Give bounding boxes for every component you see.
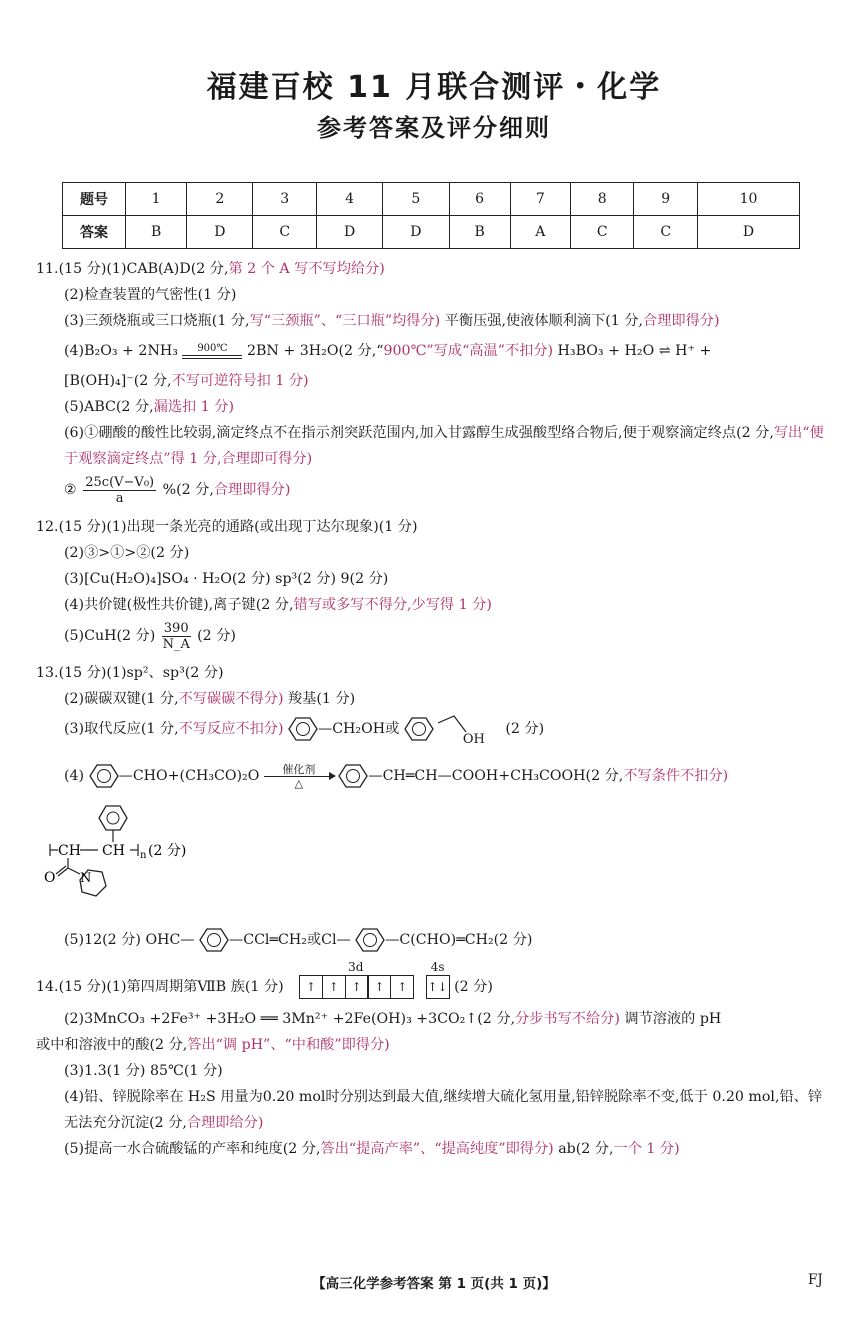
orbital-box: ↑ (345, 975, 369, 999)
benzene-ring-icon (404, 716, 434, 742)
text-line: (2)3MnCO₃ +2Fe³⁺ +3H₂O ══ 3Mn²⁺ +2Fe(OH)₃ +3CO₂↑(2 分,分步书写不给分) 调节溶液的 pH (64, 1011, 722, 1027)
orbital-box: ↑ (367, 975, 391, 999)
orbital-diagram-4s: 4s ↑↓ (427, 968, 450, 1006)
table-cell: C (634, 216, 697, 249)
table-row (63, 183, 800, 216)
row-header: 题号 (63, 183, 126, 216)
text-line: (3)三颈烧瓶或三口烧瓶(1 分,写“三颈瓶”、“三口瓶”均得分) 平衡压强,使液体顺利滴下(1 分,合理即得分) (64, 313, 720, 329)
text-line: 11.(15 分)(1)CAB(A)D(2 分,第 2 个 A 写不写均给分) (36, 261, 385, 277)
table-cell: 6 (449, 183, 510, 216)
polymer-label: CH (58, 843, 81, 859)
text-line: (2)检查装置的气密性(1 分) (64, 287, 237, 303)
polymer-label: CH (102, 843, 125, 859)
question-11 (36, 256, 836, 508)
orbital-diagram-3d: 3d ↑ ↑ ↑ ↑ ↑ (300, 968, 414, 1006)
text-line: (2)碳碳双键(1 分,不写碳碳不得分) 羧基(1 分) (64, 691, 356, 707)
text-line: (4)铅、锌脱除率在 H₂S 用量为0.20 mol时分别达到最大值,继续增大硫化氢用量,铅锌脱除率不变,低于 0.20 mol,铅、锌无法充分沉淀(2 分,合理即给分) (64, 1089, 823, 1131)
text-line: 12.(15 分)(1)出现一条光亮的通路(或出现丁达尔现象)(1 分) (36, 519, 418, 535)
polymer-structure-diagram (36, 800, 236, 920)
table-cell: C (253, 216, 316, 249)
table-cell: 3 (253, 183, 316, 216)
fraction: $\frac{\text{25c(V−V₀)}}{a}$ (85, 474, 155, 506)
table-cell: A (510, 216, 570, 249)
table-cell: B (449, 216, 510, 249)
table-cell: D (187, 216, 253, 249)
question-12 (36, 514, 836, 654)
nitrogen-label: N (80, 871, 92, 886)
footer-code: FJ (808, 1272, 823, 1288)
orbital-box: ↑ (390, 975, 414, 999)
page-title: 福建百校 11 月联合测评・化学 (206, 70, 662, 105)
table-cell: 8 (571, 183, 634, 216)
table-cell: 10 (697, 183, 799, 216)
orbital-box: ↑ (299, 975, 323, 999)
text-line: 14.(15 分)(1)第四周期第ⅦB 族(1 分) 3d ↑ ↑ ↑ ↑ ↑ 4s ↑↓ (2 分) (36, 968, 836, 1006)
text-line: (4)B₂O₃ + 2NH₃ 900℃ 2BN + 3H₂O(2 分,“900℃”写成“高温”不扣分) H₃BO₃ + H₂O ⇌ H⁺ + (64, 342, 712, 359)
table-cell: 9 (634, 183, 697, 216)
reaction-arrow: 催化剂 △ (264, 763, 334, 790)
reaction-condition: 900℃ (182, 344, 242, 359)
table-cell: B (126, 216, 187, 249)
text-line: 或中和溶液中的酸(2 分,答出“调 pH”、“中和酸”即得分) (36, 1037, 390, 1053)
table-cell: 7 (510, 183, 570, 216)
polymer-subscript: n (140, 850, 147, 861)
text-line: [B(OH)₄]⁻(2 分,不写可逆符号扣 1 分) (64, 373, 309, 389)
orbital-box: ↑ (322, 975, 346, 999)
table-cell: D (697, 216, 799, 249)
page-footer: 【高三化学参考答案 第 1 页(共 1 页)】 (312, 1276, 556, 1292)
text-line: (5)ABC(2 分,漏选扣 1 分) (64, 399, 234, 415)
text-line: (3)[Cu(H₂O)₄]SO₄ · H₂O(2 分) sp³(2 分) 9(2 分) (64, 571, 389, 587)
table-cell: D (383, 216, 449, 249)
text-line: (6)①硼酸的酸性比较弱,滴定终点不在指示剂突跃范围内,加入甘露醇生成强酸型络合物后,便于观察滴定终点(2 分,写出“便于观察滴定终点”得 1 分,合理即可得分) (64, 425, 824, 467)
answer-table (62, 182, 800, 249)
row-header: 答案 (63, 216, 126, 249)
benzene-ring-icon (288, 716, 318, 742)
table-cell: 1 (126, 183, 187, 216)
oxygen-label: O (44, 870, 56, 886)
orbital-box: ↑↓ (426, 975, 450, 999)
text-line: (2)③>①>②(2 分) (64, 545, 190, 561)
page-subtitle: 参考答案及评分细则 (317, 114, 551, 142)
benzene-ring-icon (338, 763, 368, 789)
answer-content (36, 256, 836, 1168)
table-row (63, 216, 800, 249)
text-line: (3)1.3(1 分) 85℃(1 分) (64, 1063, 223, 1079)
text-line: (4)共价键(极性共价键),离子键(2 分,错写或多写不得分,少写得 1 分) (64, 597, 492, 613)
text-line: (5)12(2 分) OHC— —CCl═CH₂或Cl— —C(CHO)═CH₂(2 分) (36, 920, 836, 960)
fraction: $\frac{390}{N\_A}$ (162, 620, 190, 652)
text-line: (3)取代反应(1 分,不写反应不扣分) —CH₂OH或 OH (2 分) (36, 712, 836, 752)
table-cell: 5 (383, 183, 449, 216)
benzene-ring-icon (89, 763, 119, 789)
table-cell: C (571, 216, 634, 249)
table-cell: 2 (187, 183, 253, 216)
question-14 (36, 960, 836, 1162)
polymer-structure (36, 800, 836, 920)
polymer-score: (2 分) (148, 843, 187, 859)
text-line: 13.(15 分)(1)sp²、sp³(2 分) (36, 665, 224, 681)
benzene-ring-icon (199, 927, 229, 953)
table-cell: 4 (316, 183, 382, 216)
text-line: (5)CuH(2 分) $\frac{390}{N\_A}$ (2 分) (64, 620, 236, 652)
table-cell: D (316, 216, 382, 249)
text-line: (5)提高一水合硫酸锰的产率和纯度(2 分,答出“提高产率”、“提高纯度”即得分) ab(2 分,一个 1 分) (64, 1141, 680, 1157)
text-line: (4) —CHO+(CH₃CO)₂O 催化剂 △ —CH═CH—COOH+CH₃COOH(2 分,不写条件不扣分) (64, 762, 729, 790)
question-13 (36, 660, 836, 960)
text-line: ② $\frac{\text{25c(V−V₀)}}{a}$ %(2 分,合理即得分) (64, 474, 291, 506)
